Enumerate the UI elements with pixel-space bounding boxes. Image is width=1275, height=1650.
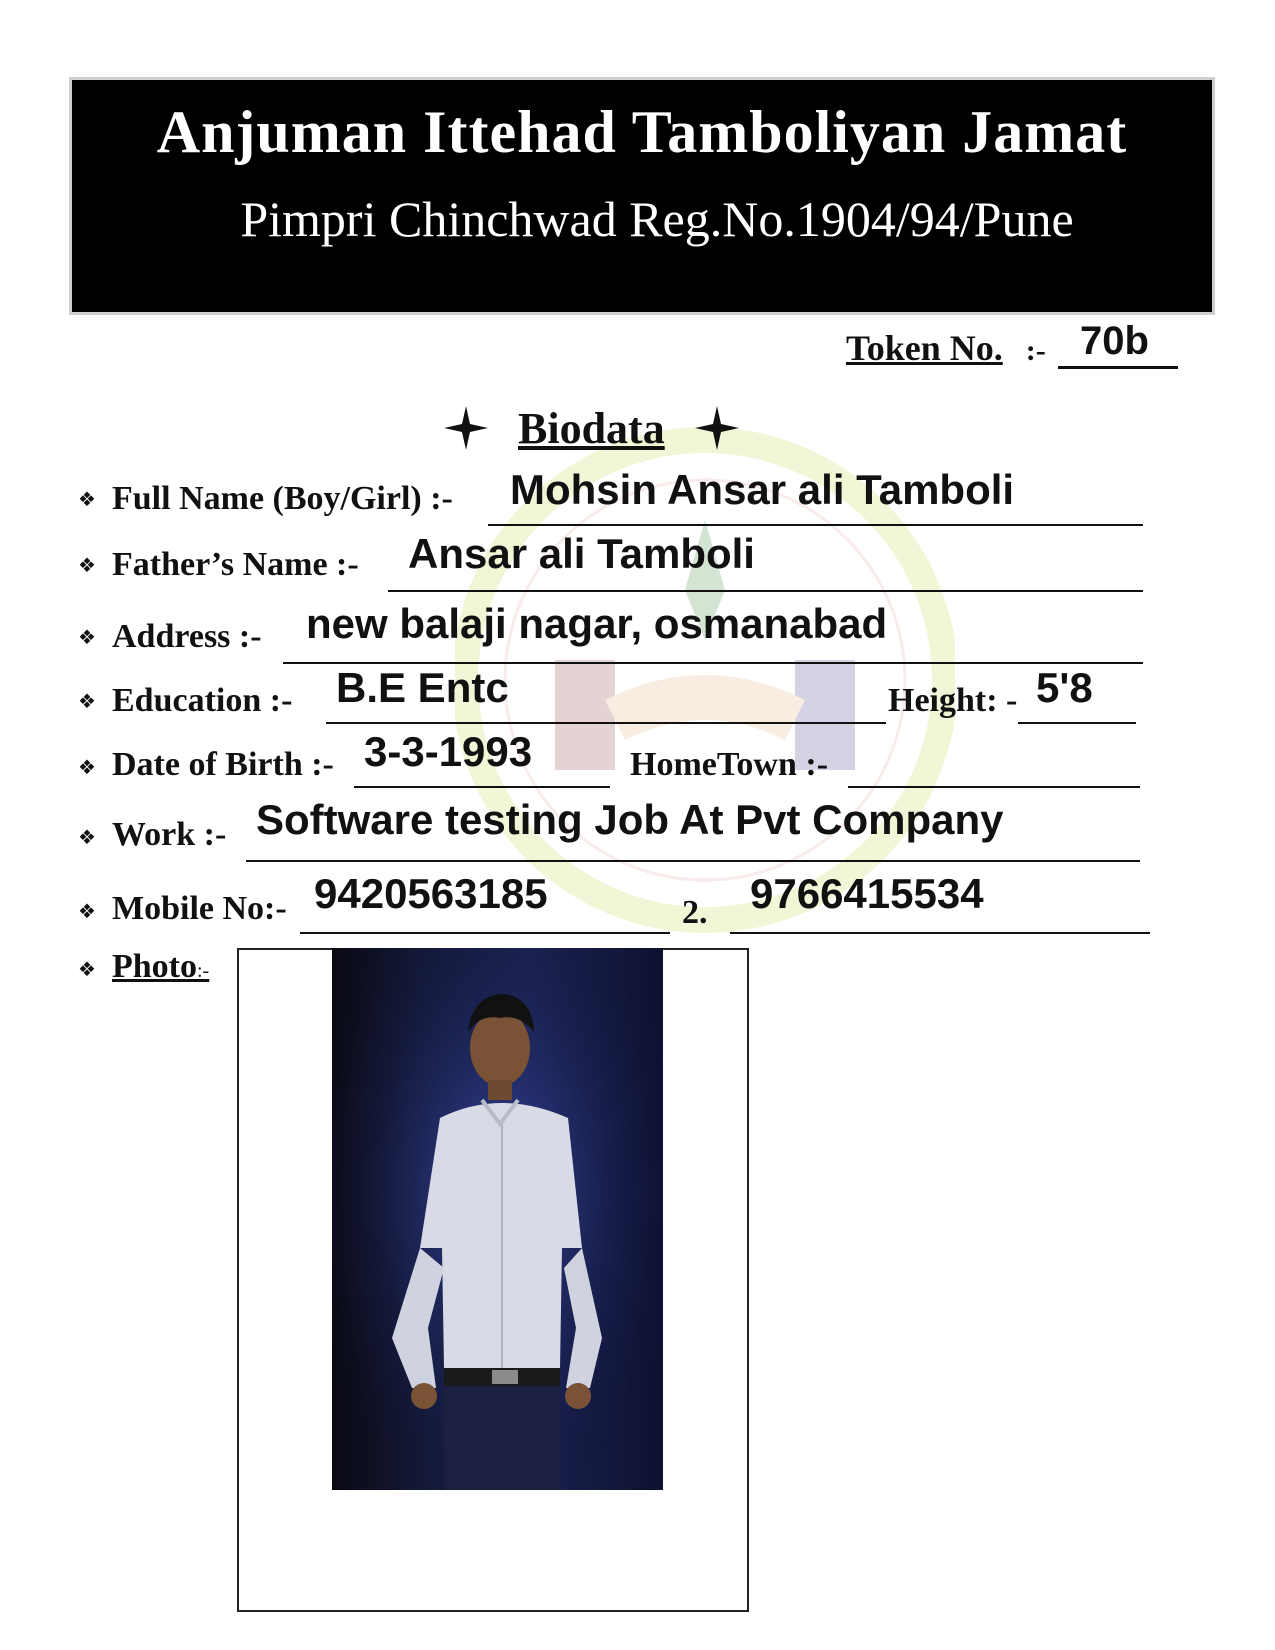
father-name-label: Father’s Name :-	[112, 546, 359, 583]
photo-label: Photo	[112, 948, 197, 985]
work-line	[246, 860, 1140, 862]
height-label: Height: -	[888, 682, 1018, 719]
token-label: Token No.	[846, 328, 1003, 368]
diamond-bullet-icon: ❖	[78, 827, 96, 849]
work-label: Work :-	[112, 816, 227, 853]
height-value: 5'8	[1036, 664, 1093, 711]
photo-label-wrap	[112, 948, 209, 986]
diamond-bullet-icon: ❖	[78, 959, 96, 981]
mobile-line-2	[730, 932, 1150, 934]
full-name-line	[488, 524, 1143, 526]
hometown-line	[848, 786, 1140, 788]
mobile-second-label: 2.	[682, 894, 708, 931]
height-line	[1018, 722, 1136, 724]
field-education-height	[78, 664, 1178, 732]
token-value: 70b	[1058, 319, 1178, 369]
hometown-label: HomeTown :-	[630, 746, 829, 783]
mobile-line-1	[300, 932, 670, 934]
header-banner	[72, 80, 1212, 312]
full-name-value: Mohsin Ansar ali Tamboli	[510, 466, 1015, 513]
field-father-name	[78, 530, 1178, 600]
diamond-bullet-icon: ❖	[78, 555, 96, 577]
education-value: B.E Entc	[336, 664, 509, 711]
education-line	[326, 722, 886, 724]
sparkle-star-icon	[691, 402, 743, 454]
applicant-photo-figure	[332, 948, 663, 1490]
field-address	[78, 600, 1178, 668]
mobile-value-2: 9766415534	[750, 870, 984, 917]
full-name-label: Full Name (Boy/Girl) :-	[112, 480, 453, 517]
address-value: new balaji nagar, osmanabad	[306, 600, 888, 647]
education-label: Education :-	[112, 682, 293, 719]
sparkle-star-icon	[440, 402, 492, 454]
diamond-bullet-icon: ❖	[78, 489, 96, 511]
dob-value: 3-3-1993	[364, 728, 533, 775]
work-value: Software testing Job At Pvt Company	[256, 796, 1004, 843]
field-mobile	[78, 870, 1178, 942]
diamond-bullet-icon: ❖	[78, 691, 96, 713]
mobile-label: Mobile No:-	[112, 890, 287, 927]
field-work	[78, 796, 1178, 868]
father-name-line	[388, 590, 1143, 592]
field-dob-hometown	[78, 728, 1178, 798]
organization-title: Anjuman Ittehad Tamboliyan Jamat	[156, 99, 1128, 165]
applicant-photo	[332, 948, 663, 1490]
dob-line	[354, 786, 610, 788]
biodata-title: Biodata	[518, 403, 665, 453]
token-separator: :-	[1025, 334, 1046, 367]
token-number	[846, 319, 1149, 369]
field-full-name	[78, 466, 1178, 532]
address-label: Address :-	[112, 618, 262, 655]
biodata-heading	[440, 398, 743, 458]
mobile-value-1: 9420563185	[314, 870, 548, 917]
photo-label-suffix: :-	[197, 960, 210, 982]
organization-subtitle: Pimpri Chinchwad Reg.No.1904/94/Pune	[240, 191, 1074, 247]
diamond-bullet-icon: ❖	[78, 757, 96, 779]
diamond-bullet-icon: ❖	[78, 901, 96, 923]
father-name-value: Ansar ali Tamboli	[408, 530, 755, 577]
dob-label: Date of Birth :-	[112, 746, 334, 783]
diamond-bullet-icon: ❖	[78, 627, 96, 649]
